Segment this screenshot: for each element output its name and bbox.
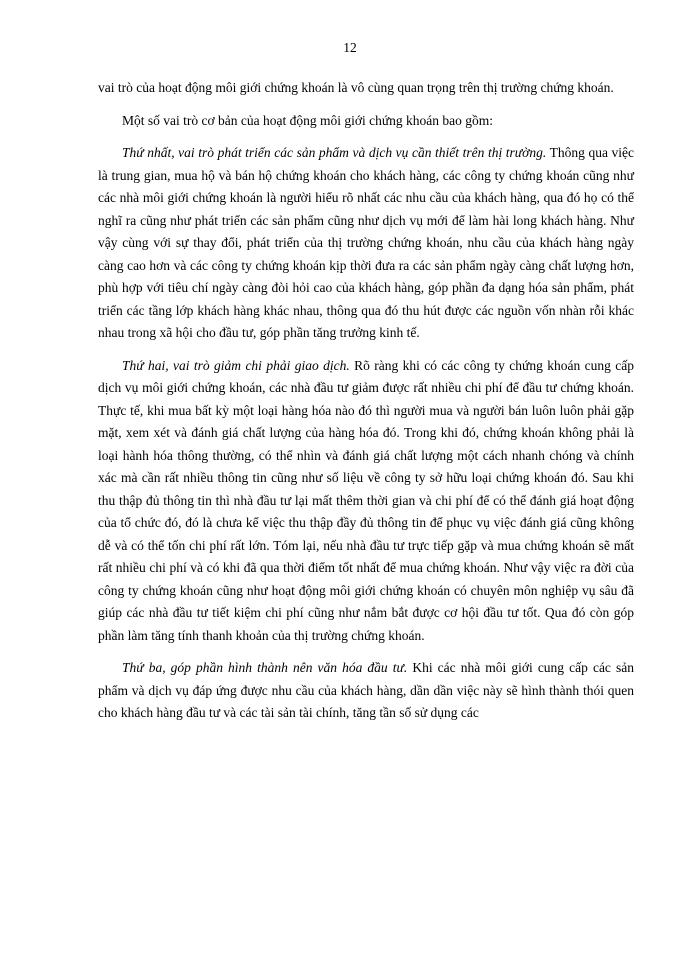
paragraph-text: Thông qua việc là trung gian, mua hộ và bán hộ chứng khoán cho khách hàng, các công ty chứng khoán cũng như các nhà môi giới chứng khoán là người hiểu rõ nhất các nhu cầu của khách hàng, qua đó họ có thể nghĩ ra cũng như phát triển các sản phẩm cũng như dịch vụ mới để làm hài long khách hàng. Như vậy cùng với sự thay đổi, phát triển của thị trường chứng khoán, nhu cầu của khách hàng ngày càng cao hơn và các công ty chứng khoán kịp thời đưa ra các sản phẩm ngày càng chất lượng hơn, phù hợp với tiêu chí ngày càng đòi hỏi cao của khách hàng, góp phần đa dạng hóa sản phẩm, phát triển các tầng lớp khách hàng khác nhau, thông qua đó thu hút được các nguồn vốn nhàn rỗi khác nhau trong xã hội cho đầu tư, góp phần tăng trưởng kinh tế.: [98, 145, 635, 340]
paragraph-lead: Thứ nhất, vai trò phát triển các sản phẩm và dịch vụ cần thiết trên thị trường.: [122, 145, 547, 160]
body-text: [98, 77, 634, 735]
paragraph-intro: [98, 110, 634, 133]
page-number: 12: [343, 40, 357, 55]
paragraph-lead: Thứ ba, góp phần hình thành nên văn hóa đầu tư.: [122, 660, 408, 675]
paragraph-lead: Thứ hai, vai trò giảm chi phải giao dịch.: [122, 357, 350, 373]
paragraph-text: Một số vai trò cơ bản của hoạt động môi giới chứng khoán bao gồm:: [122, 112, 494, 128]
paragraph-role-1: [98, 142, 634, 345]
paragraph-text: Khi các nhà môi giới cung cấp các sản phẩm và dịch vụ đáp ứng được nhu cầu của khách hàng, dần dần việc này sẽ hình thành thói quen cho khách hàng đầu tư và các tài sản tài chính, tăng tần số sử dụng các: [98, 660, 634, 720]
paragraph-text: vai trò của hoạt động môi giới chứng khoán là vô cùng quan trọng trên thị trường chứng khoán.: [98, 80, 614, 95]
paragraph-role-3: [98, 657, 634, 725]
paragraph-role-2: [98, 355, 634, 648]
paragraph-text: Rõ ràng khi có các công ty chứng khoán cung cấp dịch vụ môi giới chứng khoán, các nhà đầu tư giảm được rất nhiều chi phí để đầu tư chứng khoán. Thực tế, khi mua bất kỳ một loại hàng hóa nào đó thì người mua và người bán luôn luôn phải gặp mặt, xem xét và đánh giá chất lượng của hàng hóa đó. Trong khi đó, chứng khoán không phải là loại hành hóa thông thường, có thể nhìn và đánh giá chất lượng một cách nhanh chóng và chính xác mà cần rất nhiều thông tin cũng như số liệu về công ty sở hữu loại chứng khoán đó. Sau khi thu thập đủ thông tin thì nhà đầu tư lại mất thêm thời gian và chi phí để có thể đánh giá hoạt động của tổ chức đó, đó là chưa kể việc thu thập đầy đủ thông tin để phục vụ việc đánh giá cũng không dễ và có thể tốn chi phí rất lớn. Tóm lại, nếu nhà đầu tư trực tiếp gặp và mua chứng khoán sẽ mất rất nhiều chi phí và có khi đã qua thời điểm tốt nhất để mua chứng khoán. Như vậy việc ra đời của công ty chứng khoán cũng như hoạt động môi giới chứng khoán có chuyên môn nghiệp vụ sâu đã giúp các nhà đầu tư tiết kiệm chi phí cũng như nắm bắt được cơ hội đầu tư tốt. Qua đó còn góp phần làm tăng tính thanh khoản của thị trường chứng khoán.: [98, 357, 635, 643]
paragraph-continuation: [98, 77, 634, 100]
